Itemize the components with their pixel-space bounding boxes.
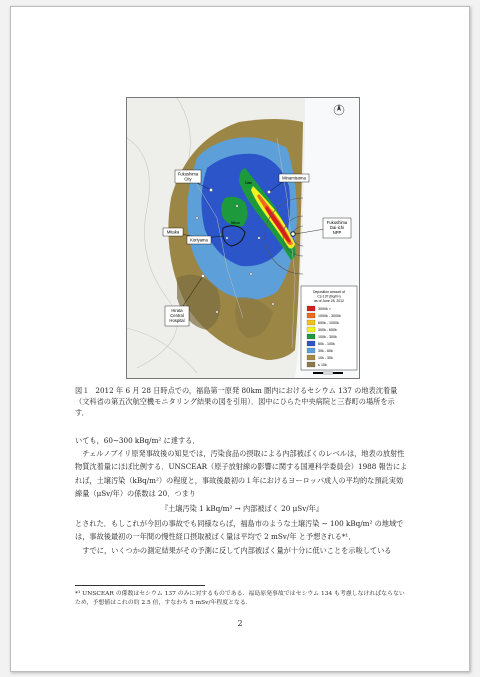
legend-swatch: [307, 313, 315, 318]
legend-swatch: [307, 320, 315, 325]
legend-swatch: [307, 341, 315, 346]
legend-title-1: Deposition amount of: [312, 290, 346, 294]
label-hirata-1: Hirata: [171, 308, 183, 313]
legend-label: 100k - 300k: [318, 335, 337, 340]
label-npp-2: Dai-ichi: [330, 225, 344, 230]
label-minamisoma: Minamisoma: [282, 175, 306, 181]
body-text: [75, 434, 409, 557]
paragraph-4: すでに，いくつかの測定結果がその予測に反して内部被ばく量が十分に低いことを示唆している: [82, 545, 392, 555]
npp-marker: [291, 232, 295, 236]
document-page: [10, 6, 470, 672]
label-hirata-2: Central: [170, 313, 184, 318]
legend-label: 3000k <: [318, 307, 331, 312]
legend-title-2: Cs-137 (Bq/m²): [317, 294, 341, 299]
legend-swatch: [307, 306, 315, 311]
footnote-divider: [75, 585, 205, 586]
page-number: 2: [237, 619, 243, 628]
caption-text: 2012 年 6 月 28 日時点での，福島第一原発 80km 圏内におけるセシウム 137 の地表沈着量（文科省の第五次航空機モニタリング結果の図を引用）．図中にひらた中央病院と三春町の場所を示す．: [75, 386, 398, 417]
label-koriyama: Koriyama: [190, 237, 208, 243]
paragraph-2: チェルノブイリ原発事故後の知見では，汚染食品の摂取による内部被ばくのレベルは，地表の放射性物質沈着量にほぼ比例する．UNSCEAR（原子放射線の影響に関する国連科学委員会）1988 報告によれば，土壌汚染（kBq/m²）の程度と，事故後最初の１年におけるヨーロッパ成人の平均的な預託実効線量（μSv/年）の係数は 20．つまり: [75, 449, 408, 498]
legend-label: 60k - 100k: [318, 342, 335, 347]
paragraph-1: いても，60∼300 kBq/m² に達する．: [75, 436, 200, 445]
label-fukushima-city-2: City: [184, 176, 192, 182]
legend-label: 600k - 1000k: [318, 321, 339, 326]
paragraph-3: とされた．もしこれが今回の事故でも同様ならば，福島市のような土壌汚染 ∼ 100 kBq/m² の地域では，事故後最初の一年間の慢性経口摂取被ばく量は平均で 2 mSv/年 と予想される*¹．: [75, 519, 404, 542]
label-hirata-3: Hospital: [169, 318, 185, 323]
legend-label: 300k - 600k: [318, 328, 337, 333]
legend-label: 10k - 30k: [318, 356, 333, 361]
legend: [301, 286, 357, 370]
formula: 『土壌汚染 1 kBq/m² → 内部被ばく 20 μSv/年』: [160, 504, 324, 514]
legend-swatch: [307, 348, 315, 353]
contamination-map-figure: [126, 97, 360, 379]
scale-bar: [313, 372, 343, 374]
label-nihon: Nihon: [231, 221, 240, 225]
legend-label: ≤ 10k: [318, 363, 327, 368]
legend-swatch: [307, 327, 315, 332]
legend-label: 30k - 60k: [318, 349, 333, 354]
cesium-deposition-map: [127, 98, 359, 378]
label-npp-3: NPP: [332, 230, 342, 235]
legend-title-3: as of June 28, 2012: [314, 299, 344, 303]
label-npp-1: Fukushima: [326, 220, 348, 225]
label-mitaka: Mitaka: [166, 229, 180, 235]
footnote: *¹ UNSCEAR の係数はセシウム 137 のみに対するものである．福島原発事故ではセシウム 134 も考慮しなければならないため，予想値はこれの約 2.5 倍，すなわち 5 mSv/年程度となる．: [75, 591, 405, 606]
label-fukushima-city-1: Fukushima: [177, 171, 199, 177]
legend-swatch: [307, 355, 315, 360]
legend-label: 1000k - 3000k: [318, 314, 341, 319]
legend-swatch: [307, 362, 315, 367]
legend-swatch: [307, 334, 315, 339]
figure-caption: [75, 385, 407, 418]
caption-label: 図１: [75, 386, 90, 395]
label-date: Date: [245, 181, 253, 185]
